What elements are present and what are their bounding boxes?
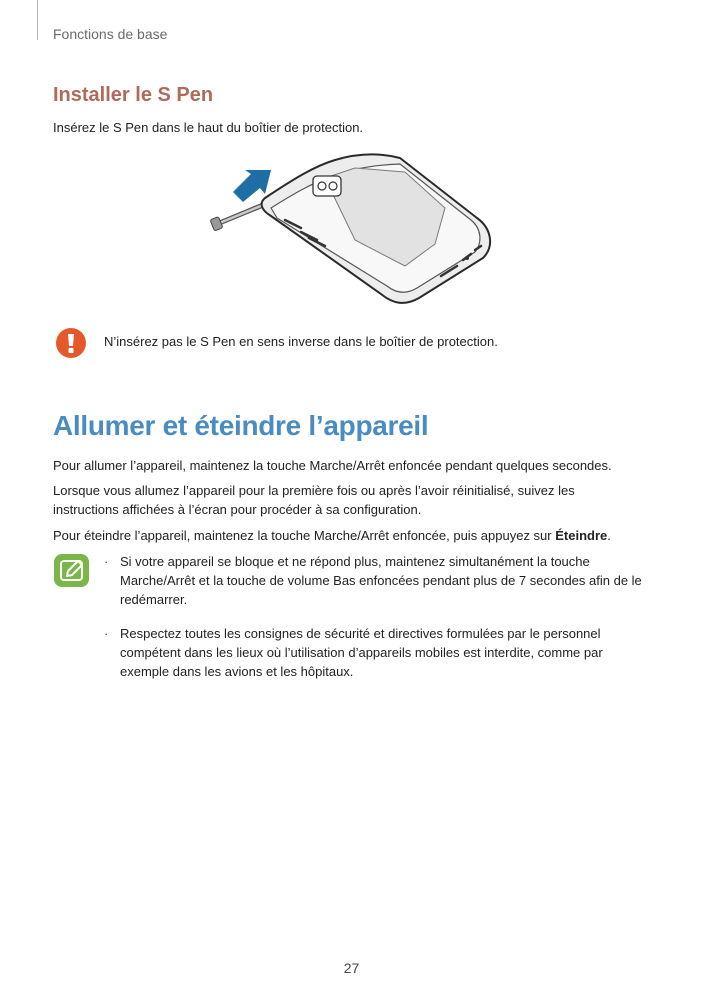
running-header: Fonctions de base xyxy=(53,26,168,42)
header-rule xyxy=(37,0,38,40)
tablet-case-icon xyxy=(262,154,490,303)
spen-insertion-illustration xyxy=(205,148,505,308)
power-off-text: Pour éteindre l’appareil, maintenez la touche Marche/Arrêt enfoncée, puis appuyez sur Éteindre. xyxy=(53,528,611,543)
caution-text: N’insérez pas le S Pen en sens inverse dans le boîtier de protection. xyxy=(104,334,498,349)
section-title-spen: Installer le S Pen xyxy=(53,84,214,106)
caution-icon xyxy=(55,327,87,359)
list-item: · Si votre appareil se bloque et ne répond plus, maintenez simultanément la touche Marche/Arrêt et la touche de volume Bas enfoncées pendant plus de 7 secondes afin de le redémarrer. xyxy=(104,554,642,607)
power-off-option: Éteindre xyxy=(555,528,608,543)
notes-list xyxy=(104,552,649,696)
list-item: · Respectez toutes les consignes de sécurité et directives formulées par le personnel compétent dans les lieux où l’utilisation d’appareils mobiles est interdite, comme par exemple dans les avions et les hôpitaux. xyxy=(104,626,603,679)
first-setup-text: Lorsque vous allumez l’appareil pour la première fois ou après l’avoir réinitialisé, suivez les instructions affichées à l’écran pour procéder à sa configuration. xyxy=(53,483,575,517)
page-number: 27 xyxy=(343,960,360,976)
power-on-text: Pour allumer l’appareil, maintenez la touche Marche/Arrêt enfoncée pendant quelques secondes. xyxy=(53,458,612,473)
spen-instruction: Insérez le S Pen dans le haut du boîtier de protection. xyxy=(53,120,364,135)
note-icon xyxy=(54,554,89,587)
section-heading-power: Allumer et éteindre l’appareil xyxy=(53,410,429,441)
